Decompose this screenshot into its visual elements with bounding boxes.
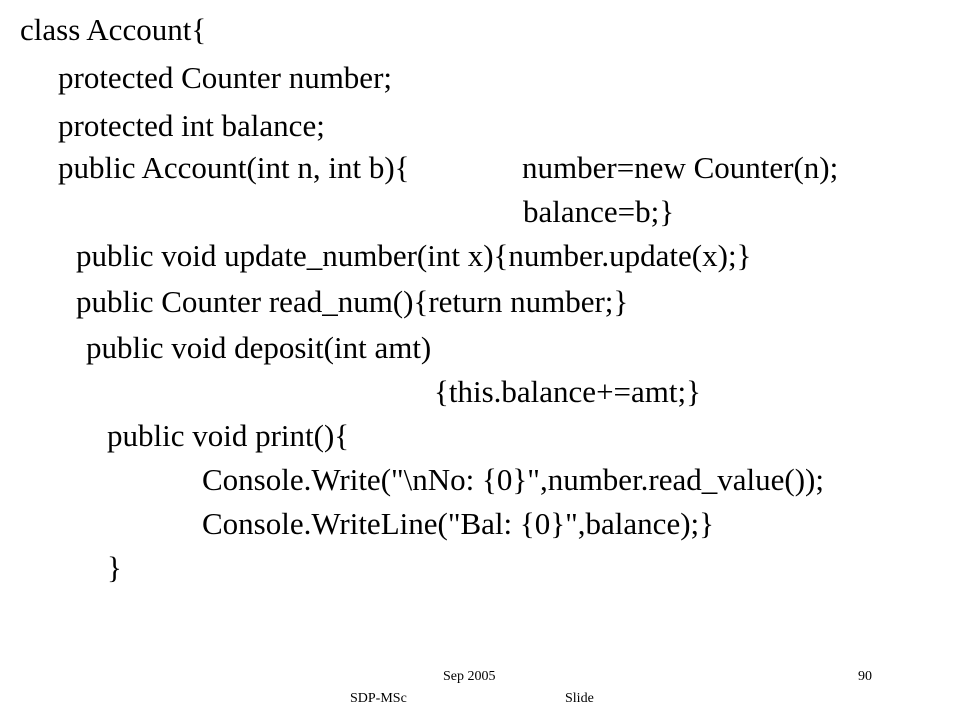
code-line-update-number: public void update_number(int x){number.update(x);} (76, 238, 752, 273)
code-line-deposit-body: {this.balance+=amt;} (434, 374, 702, 409)
code-line-console-write: Console.Write("\nNo: {0}",number.read_value()); (202, 462, 824, 497)
code-line-closing-brace: } (107, 550, 122, 585)
code-line-deposit: public void deposit(int amt) (86, 330, 432, 365)
footer-date: Sep 2005 (443, 669, 496, 684)
code-line-print: public void print(){ (107, 418, 350, 453)
code-line-console-writeline: Console.WriteLine("Bal: {0}",balance);} (202, 506, 715, 541)
code-line-constructor-body-1: number=new Counter(n); (522, 150, 839, 185)
code-line-field-balance: protected int balance; (58, 108, 325, 143)
code-line-constructor: public Account(int n, int b){ (58, 150, 410, 185)
footer-course: SDP-MSc (350, 691, 407, 706)
footer-page-number: 90 (858, 669, 872, 684)
code-line-constructor-body-2: balance=b;} (523, 194, 675, 229)
code-line-read-num: public Counter read_num(){return number;} (76, 284, 629, 319)
code-line-class-declaration: class Account{ (20, 12, 207, 47)
code-line-field-number: protected Counter number; (58, 60, 393, 95)
footer-slide-label: Slide (565, 691, 594, 706)
